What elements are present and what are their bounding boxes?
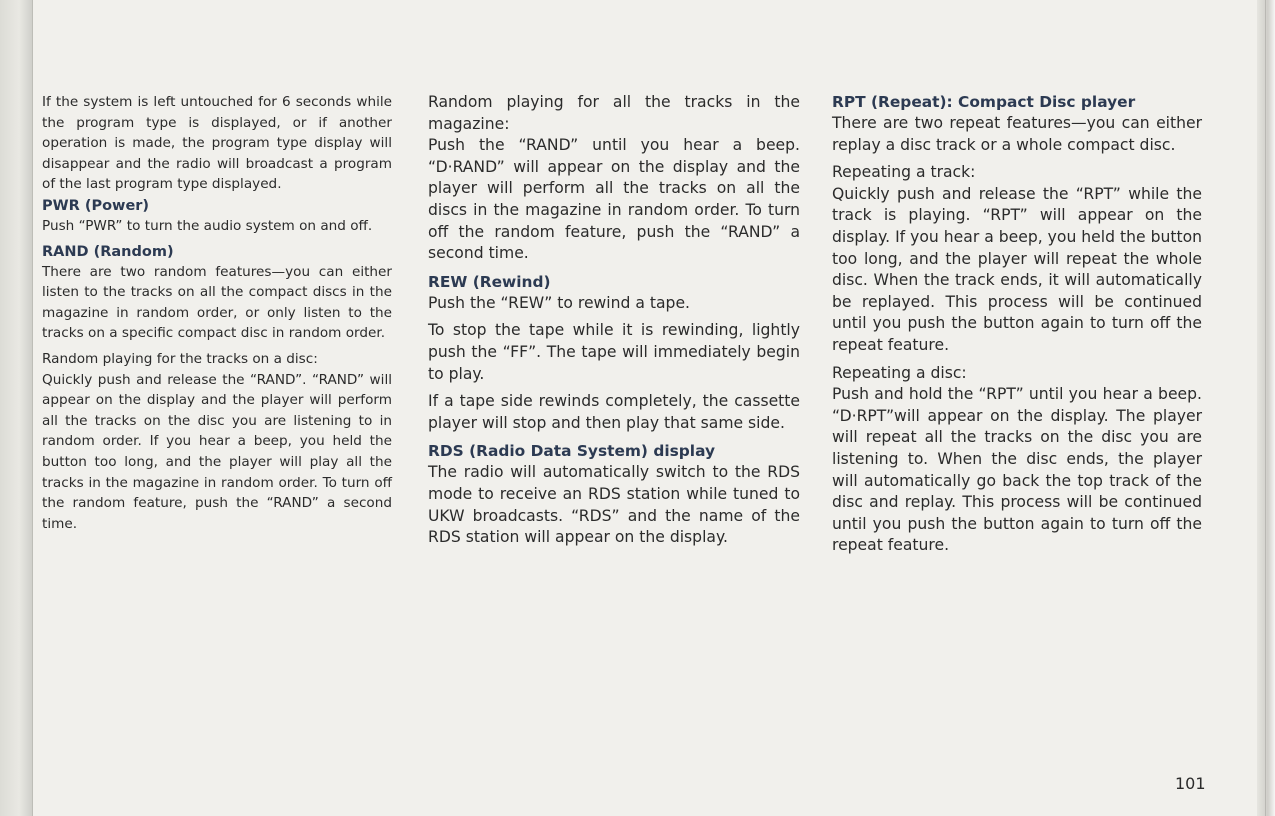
rds-paragraph: The radio will automatically switch to the RDS mode to receive an RDS station while tuned to UKW broadcasts. “RDS” and the name of the RDS station will appear on the display. [428,463,800,547]
rew-paragraph-1: Push the “REW” to rewind a tape. [428,293,690,312]
binding-spine [0,0,33,816]
rew-paragraph-2: To stop the tape while it is rewinding, lightly push the “FF”. The tape will immediately begin to play. [428,321,800,383]
rand-magazine-paragraph: Push the “RAND” until you hear a beep. “D·RAND” will appear on the display and the player will perform all the tracks on all the discs in the magazine in random order. To turn off the random feature, push the “RAND” a second time. [428,136,800,263]
rand-disc-paragraph: Quickly push and release the “RAND”. “RAND” will appear on the display and the player will perform all the tracks on the disc you are listening to in random order. If you hear a beep, you held the button too long, and the player will play all the tracks in the magazine in random order. To turn off the random feature, push the “RAND” a second time. [42,371,392,532]
column-2 [428,92,800,549]
column-3 [832,92,1202,557]
intro-paragraph: If the system is left untouched for 6 seconds while the program type is displayed, or if another operation is made, the program type display will disappear and the radio will broadcast a program of the last program type displayed. [42,94,392,193]
rpt-intro-paragraph: There are two repeat features—you can either replay a disc track or a whole compact disc. [832,114,1202,154]
rand-magazine-label: Random playing for all the tracks in the magazine: [428,93,800,133]
repeat-disc-label: Repeating a disc: [832,363,967,382]
rand-disc-label: Random playing for the tracks on a disc: [42,350,318,367]
rew-heading: REW (Rewind) [428,272,551,291]
page-edge [1257,0,1275,816]
pwr-heading: PWR (Power) [42,197,150,214]
column-1 [42,92,392,534]
repeat-track-paragraph: Quickly push and release the “RPT” while the track is playing. “RPT” will appear on the display. If you hear a beep, you held the button too long, and the player will repeat the whole disc. When the track ends, it will automatically be replayed. This process will be continued until you push the button again to turn off the repeat feature. [832,184,1202,354]
rds-heading: RDS (Radio Data System) display [428,442,716,461]
rand-heading: RAND (Random) [42,243,174,260]
rew-paragraph-3: If a tape side rewinds completely, the cassette player will stop and then play that same side. [428,392,800,432]
rpt-heading: RPT (Repeat): Compact Disc player [832,93,1136,111]
repeat-track-label: Repeating a track: [832,163,976,182]
repeat-disc-paragraph: Push and hold the “RPT” until you hear a beep. “D·RPT”will appear on the display. The player will repeat all the tracks on the disc you are listening to. When the disc ends, the player will automatically go back the top track of the disc and replay. This process will be continued until you push the button again to turn off the repeat feature. [832,385,1202,555]
rand-paragraph: There are two random features—you can either listen to the tracks on all the compact discs in the magazine in random order, or only listen to the tracks on a specific compact disc in random order. [42,263,392,342]
page-number: 101 [1175,774,1206,793]
pwr-paragraph: Push “PWR” to turn the audio system on and off. [42,217,373,234]
